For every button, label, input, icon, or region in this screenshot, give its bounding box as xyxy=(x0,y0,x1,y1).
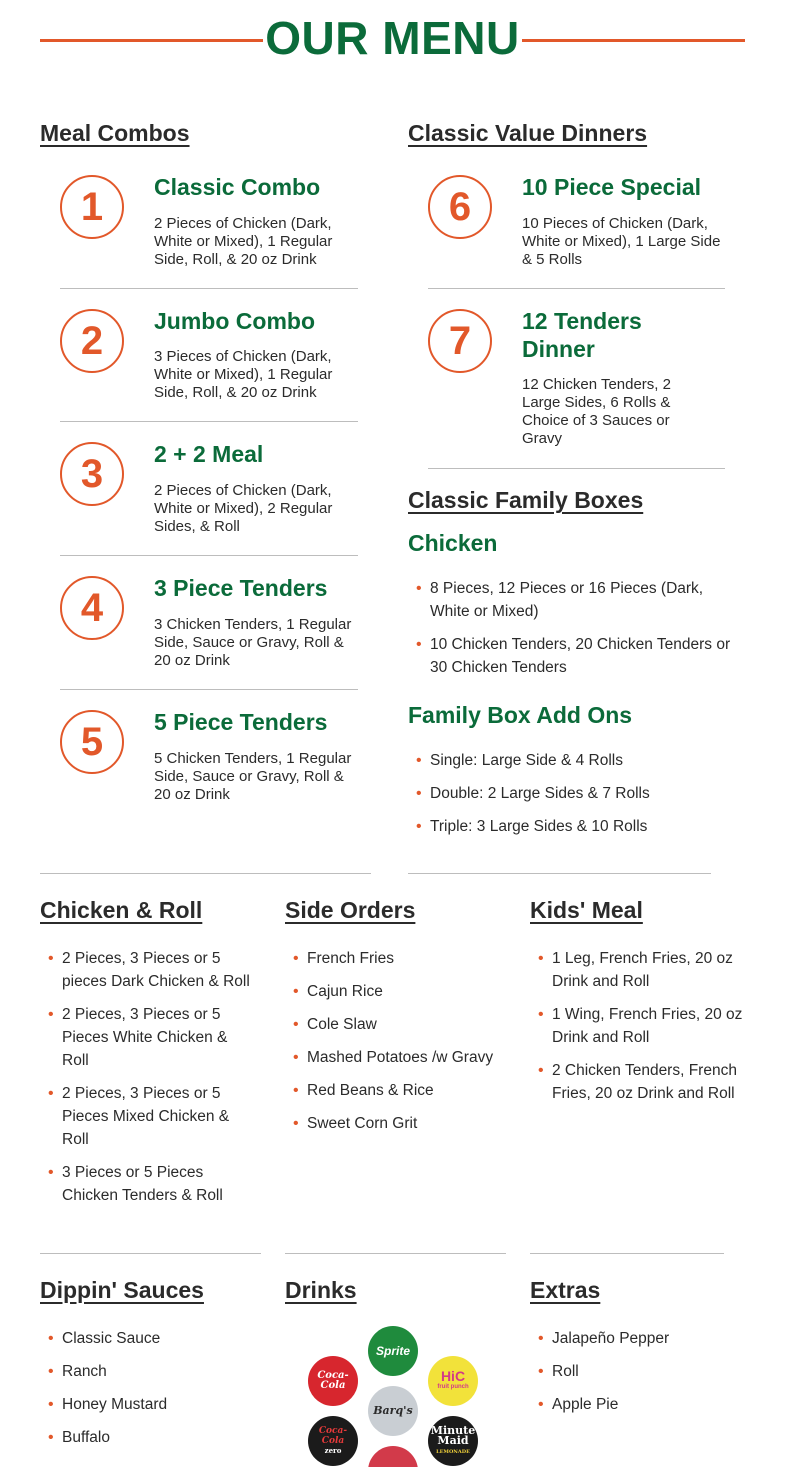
list-item: • Double: 2 Large Sides & 7 Rolls xyxy=(408,782,738,805)
list-item: • French Fries xyxy=(285,947,500,970)
divider xyxy=(60,689,358,690)
hic-logo xyxy=(428,1356,478,1406)
list-item: • Cajun Rice xyxy=(285,980,500,1003)
list-item: • 2 Pieces, 3 Pieces or 5 Pieces Mixed Chicken & Roll xyxy=(40,1082,250,1151)
sprite-logo: Sprite xyxy=(368,1326,418,1376)
coca-cola-zero-logo-subtext: zero xyxy=(324,1446,342,1455)
list-item: • Triple: 3 Large Sides & 10 Rolls xyxy=(408,815,738,838)
divider xyxy=(60,288,358,289)
combo-number-badge: 5 xyxy=(60,710,124,774)
combo-description: 2 Pieces of Chicken (Dark, White or Mixed), 2 Regular Sides, & Roll xyxy=(154,482,333,535)
divider xyxy=(408,873,711,874)
section-title-drinks: Drinks xyxy=(285,1277,357,1303)
divider xyxy=(40,1253,261,1254)
combo-number-badge: 1 xyxy=(60,175,124,239)
family-addons-list xyxy=(408,749,738,848)
list-item: • Ranch xyxy=(40,1360,255,1383)
section-title-meal-combos: Meal Combos xyxy=(40,120,190,146)
list-item: • Red Beans & Rice xyxy=(285,1079,500,1102)
chicken-roll-list xyxy=(40,947,250,1217)
hic-logo-text: HiC xyxy=(440,1367,466,1384)
list-item: • 1 Leg, French Fries, 20 oz Drink and Roll xyxy=(530,947,748,993)
list-item: • Buffalo xyxy=(40,1426,255,1449)
subsection-title-chicken: Chicken xyxy=(408,530,498,556)
combo-number-badge: 7 xyxy=(428,309,492,373)
hic-logo-subtext: fruit punch xyxy=(437,1383,469,1390)
list-item: • Apple Pie xyxy=(530,1393,745,1416)
list-item: • Roll xyxy=(530,1360,745,1383)
combo-description: 10 Pieces of Chicken (Dark, White or Mixed), 1 Large Side & 5 Rolls xyxy=(522,215,721,268)
divider xyxy=(60,555,358,556)
list-item: • Honey Mustard xyxy=(40,1393,255,1416)
coca-cola-logo: Coca-Cola xyxy=(308,1356,358,1406)
section-title-extras: Extras xyxy=(530,1277,601,1303)
section-title-value-dinners: Classic Value Dinners xyxy=(408,120,648,146)
divider xyxy=(428,288,725,289)
sauces-list xyxy=(40,1327,255,1459)
subsection-title-addons: Family Box Add Ons xyxy=(408,702,633,728)
page-title: OUR MENU xyxy=(265,12,520,64)
divider xyxy=(530,1253,724,1254)
list-item: • 2 Chicken Tenders, French Fries, 20 oz Drink and Roll xyxy=(530,1059,748,1105)
combo-number-badge: 3 xyxy=(60,442,124,506)
divider xyxy=(428,468,725,469)
header-rule-right xyxy=(522,39,745,42)
drink-logo xyxy=(368,1446,418,1467)
menu-header xyxy=(40,10,745,70)
combo-name: 2 + 2 Meal xyxy=(154,441,264,467)
family-chicken-list xyxy=(408,577,738,689)
list-item: • Cole Slaw xyxy=(285,1013,500,1036)
side-orders-list xyxy=(285,947,500,1145)
combo-name: Classic Combo xyxy=(154,174,321,200)
list-item: • Single: Large Side & 4 Rolls xyxy=(408,749,738,772)
list-item: • 10 Chicken Tenders, 20 Chicken Tenders or 30 Chicken Tenders xyxy=(408,633,738,679)
combo-description: 12 Chicken Tenders, 2 Large Sides, 6 Rolls & Choice of 3 Sauces or Gravy xyxy=(522,376,671,447)
section-title-sauces: Dippin' Sauces xyxy=(40,1277,204,1303)
barqs-logo: Barq's xyxy=(368,1386,418,1436)
combo-description: 3 Pieces of Chicken (Dark, White or Mixed), 1 Regular Side, Roll, & 20 oz Drink xyxy=(154,348,333,401)
combo-name: Jumbo Combo xyxy=(154,308,315,334)
combo-description: 5 Chicken Tenders, 1 Regular Side, Sauce or Gravy, Roll & 20 oz Drink xyxy=(154,750,352,803)
combo-name: 10 Piece Special xyxy=(522,174,702,200)
coca-cola-zero-logo xyxy=(308,1416,358,1466)
combo-description: 3 Chicken Tenders, 1 Regular Side, Sauce or Gravy, Roll & 20 oz Drink xyxy=(154,616,352,669)
section-title-chicken-roll: Chicken & Roll xyxy=(40,897,203,923)
combo-number-badge: 4 xyxy=(60,576,124,640)
list-item: • 8 Pieces, 12 Pieces or 16 Pieces (Dark, White or Mixed) xyxy=(408,577,738,623)
coca-cola-zero-logo-text: Coca-Cola xyxy=(318,1426,348,1446)
section-title-family-boxes: Classic Family Boxes xyxy=(408,487,644,513)
divider xyxy=(60,421,358,422)
combo-name: 12 Tenders Dinner xyxy=(522,308,642,362)
combo-number-badge: 6 xyxy=(428,175,492,239)
kids-meal-list xyxy=(530,947,748,1115)
extras-list xyxy=(530,1327,745,1426)
list-item: • Mashed Potatoes /w Gravy xyxy=(285,1046,500,1069)
combo-description: 2 Pieces of Chicken (Dark, White or Mixed), 1 Regular Side, Roll, & 20 oz Drink xyxy=(154,215,333,268)
list-item: • 2 Pieces, 3 Pieces or 5 pieces Dark Chicken & Roll xyxy=(40,947,250,993)
list-item: • 1 Wing, French Fries, 20 oz Drink and Roll xyxy=(530,1003,748,1049)
minute-maid-logo-subtext: LEMONADE xyxy=(436,1448,470,1455)
minute-maid-logo xyxy=(428,1416,478,1466)
list-item: • Sweet Corn Grit xyxy=(285,1112,500,1135)
list-item: • Jalapeño Pepper xyxy=(530,1327,745,1350)
list-item: • 3 Pieces or 5 Pieces Chicken Tenders & Roll xyxy=(40,1161,250,1207)
combo-number-badge: 2 xyxy=(60,309,124,373)
section-title-kids-meal: Kids' Meal xyxy=(530,897,643,923)
section-title-side-orders: Side Orders xyxy=(285,897,416,923)
divider xyxy=(285,1253,506,1254)
list-item: • Classic Sauce xyxy=(40,1327,255,1350)
list-item: • 2 Pieces, 3 Pieces or 5 Pieces White Chicken & Roll xyxy=(40,1003,250,1072)
minute-maid-logo-text: Minute Maid xyxy=(430,1423,476,1447)
divider xyxy=(40,873,371,874)
combo-name: 3 Piece Tenders xyxy=(154,575,328,601)
combo-name: 5 Piece Tenders xyxy=(154,709,328,735)
